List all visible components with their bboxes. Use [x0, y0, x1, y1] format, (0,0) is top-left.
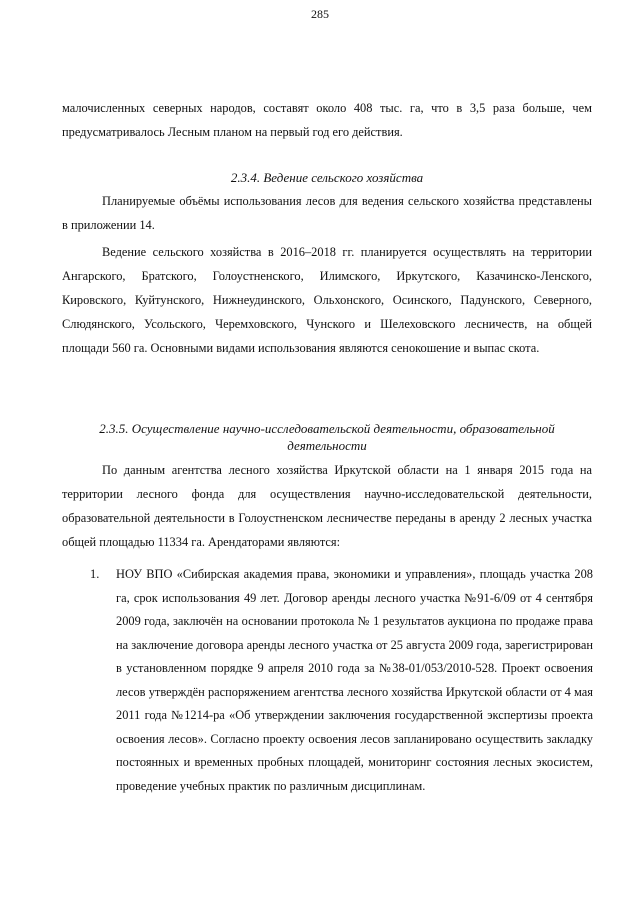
list-item [90, 563, 593, 798]
section-heading-2-3-5: 2.3.5. Осуществление научно-исследовательской деятельности, образовательной деятельности [99, 421, 555, 453]
section-2-3-4-paragraph-1: Планируемые объёмы использования лесов для ведения сельского хозяйства представлены в приложении 14. [62, 194, 592, 232]
tenant-list [90, 563, 593, 798]
section-2-3-5-paragraph: По данным агентства лесного хозяйства Иркутской области на 1 января 2015 года на территории лесного фонда для осуществления научно-исследовательской деятельности, образовательной деятельности в Голоустненском лесничестве переданы в аренду 2 лесных участка общей площадью 11334 га. Арендаторами являются: [62, 463, 592, 549]
section-heading-2-3-4: 2.3.4. Ведение сельского хозяйства [230, 170, 424, 185]
section-2-3-4-paragraph-2: Ведение сельского хозяйства в 2016–2018 гг. планируется осуществлять на территории Ангарского, Братского, Голоустненского, Илимского, Иркутского, Казачинско-Ленского, Кировского, Куйтунского, Нижнеудинского, Ольхонского, Осинского, Падунского, Северного, Слюдянского, Усольского, Черемховского, Чунского и Шелеховского лесничеств, на общей площади 560 га. Основными видами использования являются сенокошение и выпас скота. [62, 245, 592, 355]
list-item-number: 1. [90, 567, 100, 581]
list-item-text: НОУ ВПО «Сибирская академия права, экономики и управления», площадь участка 208 га, срок использования 49 лет. Договор аренды лесного участка №91-6/09 от 4 сентября 2009 года, заключён на основании протокола № 1 результатов аукциона по продаже права на заключение договора аренды лесного участка от 25 августа 2009 года, зарегистрирован в установленном порядке 9 апреля 2010 года за №38-01/053/2010-528. Проект освоения лесов утверждён распоряжением агентства лесного хозяйства Иркутской области от 4 мая 2011 года №1214-ра «Об утверждении заключения государственной экспертизы проекта освоения лесов». Согласно проекту освоения лесов запланировано осуществить закладку постоянных и временных пробных площадей, мониторинг состояния лесных экосистем, проведение учебных практик по различным дисциплинам. [116, 567, 593, 793]
page-number: 285 [311, 7, 329, 21]
intro-paragraph: малочисленных северных народов, составят около 408 тыс. га, что в 3,5 раза больше, чем предусматривалось Лесным планом на первый год его действия. [62, 101, 592, 139]
